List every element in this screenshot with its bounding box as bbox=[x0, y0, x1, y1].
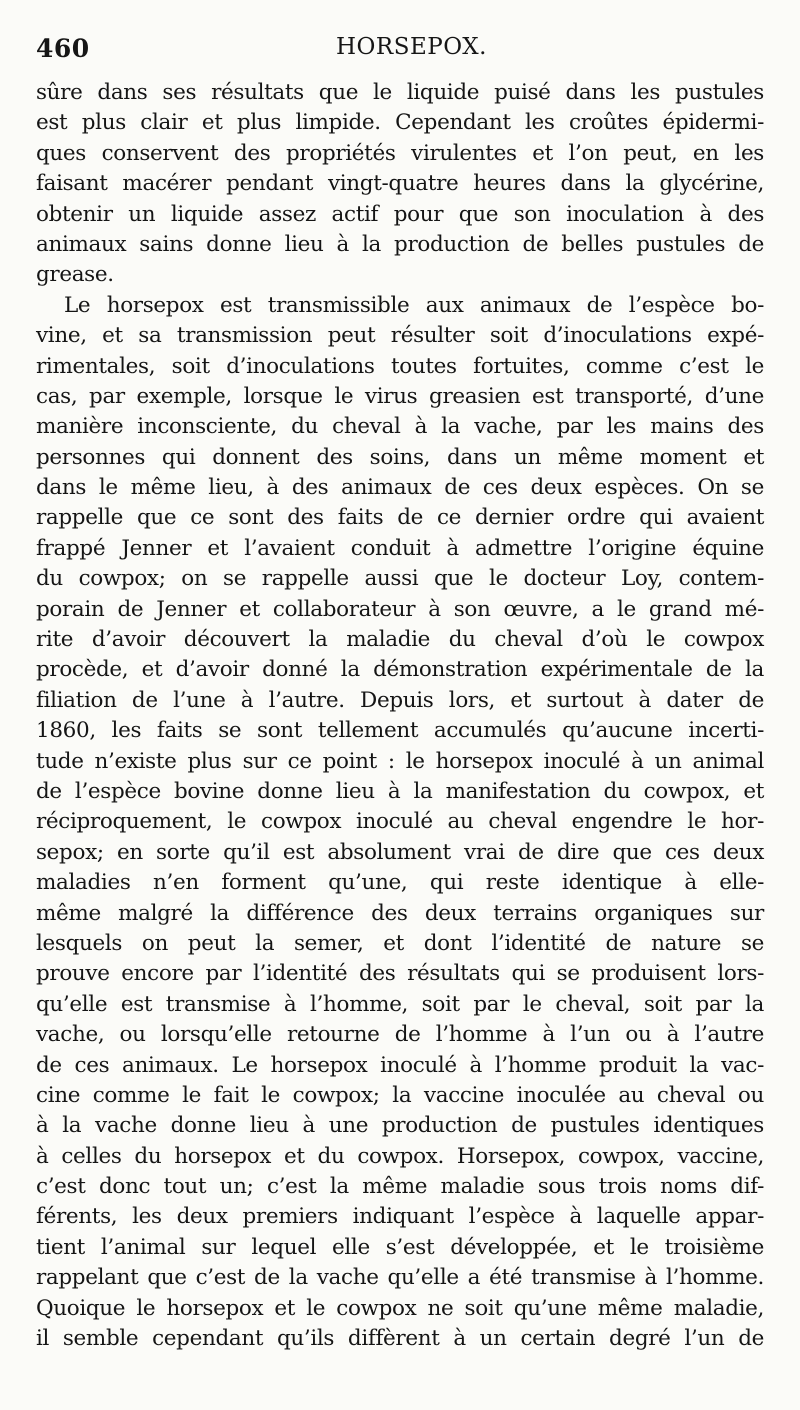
text-line: grease. bbox=[36, 262, 114, 288]
text-line: filiation de l’une à l’autre. Depuis lors, et surtout à dater de bbox=[36, 687, 764, 713]
text-line: férents, les deux premiers indiquant l’espèce à laquelle appar- bbox=[36, 1204, 764, 1230]
text-line: rappelle que ce sont des faits de ce dernier ordre qui avaient bbox=[36, 505, 764, 531]
body-text bbox=[36, 78, 764, 1354]
text-line: rappelant que c’est de la vache qu’elle a été transmise à l’homme. bbox=[36, 1265, 764, 1291]
text-line: manière inconsciente, du cheval à la vache, par les mains des bbox=[36, 414, 764, 440]
text-line: qu’elle est transmise à l’homme, soit par le cheval, soit par la bbox=[36, 991, 764, 1017]
text-line: Quoique le horsepox et le cowpox ne soit qu’une même maladie, bbox=[36, 1295, 764, 1321]
text-line: vache, ou lorsqu’elle retourne de l’homme à l’un ou à l’autre bbox=[36, 1022, 764, 1048]
text-line: cine comme le fait le cowpox; la vaccine inoculée au cheval ou bbox=[36, 1082, 764, 1108]
text-line: vine, et sa transmission peut résulter soit d’inoculations expé- bbox=[36, 323, 764, 349]
text-line: tient l’animal sur lequel elle s’est développée, et le troisième bbox=[36, 1234, 764, 1260]
text-line: dans le même lieu, à des animaux de ces deux espèces. On se bbox=[36, 475, 764, 501]
text-line: rimentales, soit d’inoculations toutes fortuites, comme c’est le bbox=[36, 353, 764, 379]
text-line: animaux sains donne lieu à la production de belles pustules de bbox=[36, 231, 764, 257]
text-line: maladies n’en forment qu’une, qui reste identique à elle- bbox=[36, 870, 764, 896]
text-line: est plus clair et plus limpide. Cependant les croûtes épidermi- bbox=[36, 110, 764, 136]
page-number: 460 bbox=[36, 34, 90, 63]
text-line: sûre dans ses résultats que le liquide puisé dans les pustules bbox=[36, 80, 764, 105]
page-header bbox=[36, 30, 764, 70]
running-head: HORSEPOX. bbox=[336, 34, 487, 60]
text-line: ques conservent des propriétés virulentes et l’on peut, en les bbox=[36, 140, 764, 166]
text-line: rite d’avoir découvert la maladie du cheval d’où le cowpox bbox=[36, 627, 764, 653]
text-line: sepox; en sorte qu’il est absolument vrai de dire que ces deux bbox=[36, 839, 764, 865]
text-line: de l’espèce bovine donne lieu à la manifestation du cowpox, et bbox=[36, 778, 764, 804]
text-line: de ces animaux. Le horsepox inoculé à l’homme produit la vac- bbox=[36, 1052, 764, 1078]
text-line: réciproquement, le cowpox inoculé au cheval engendre le hor- bbox=[36, 809, 764, 835]
text-line: prouve encore par l’identité des résultats qui se produisent lors- bbox=[36, 961, 764, 987]
text-line: faisant macérer pendant vingt-quatre heures dans la glycérine, bbox=[36, 171, 764, 197]
text-line: obtenir un liquide assez actif pour que son inoculation à des bbox=[36, 201, 764, 227]
text-line: personnes qui donnent des soins, dans un même moment et bbox=[36, 444, 764, 470]
text-line: lesquels on peut la semer, et dont l’identité de nature se bbox=[36, 930, 764, 956]
text-line: du cowpox; on se rappelle aussi que le docteur Loy, contem- bbox=[36, 566, 764, 592]
paragraph-start-line: Le horsepox est transmissible aux animaux de l’espèce bo- bbox=[64, 292, 764, 318]
text-line: à la vache donne lieu à une production de pustules identiques bbox=[36, 1113, 764, 1139]
text-line: porain de Jenner et collaborateur à son œuvre, a le grand mé- bbox=[36, 596, 764, 622]
text-line: procède, et d’avoir donné la démonstration expérimentale de la bbox=[36, 657, 764, 683]
text-line: frappé Jenner et l’avaient conduit à admettre l’origine équine bbox=[36, 535, 764, 561]
text-line: à celles du horsepox et du cowpox. Horsepox, cowpox, vaccine, bbox=[36, 1143, 764, 1169]
text-line: 1860, les faits se sont tellement accumulés qu’aucune incerti- bbox=[36, 718, 764, 744]
text-line: c’est donc tout un; c’est la même maladie sous trois noms dif- bbox=[36, 1174, 764, 1200]
text-line: même malgré la différence des deux terrains organiques sur bbox=[36, 900, 764, 926]
text-line: tude n’existe plus sur ce point : le horsepox inoculé à un animal bbox=[36, 748, 764, 774]
text-line: cas, par exemple, lorsque le virus greasien est transporté, d’une bbox=[36, 383, 764, 409]
text-line: il semble cependant qu’ils diffèrent à un certain degré l’un de bbox=[36, 1326, 764, 1352]
